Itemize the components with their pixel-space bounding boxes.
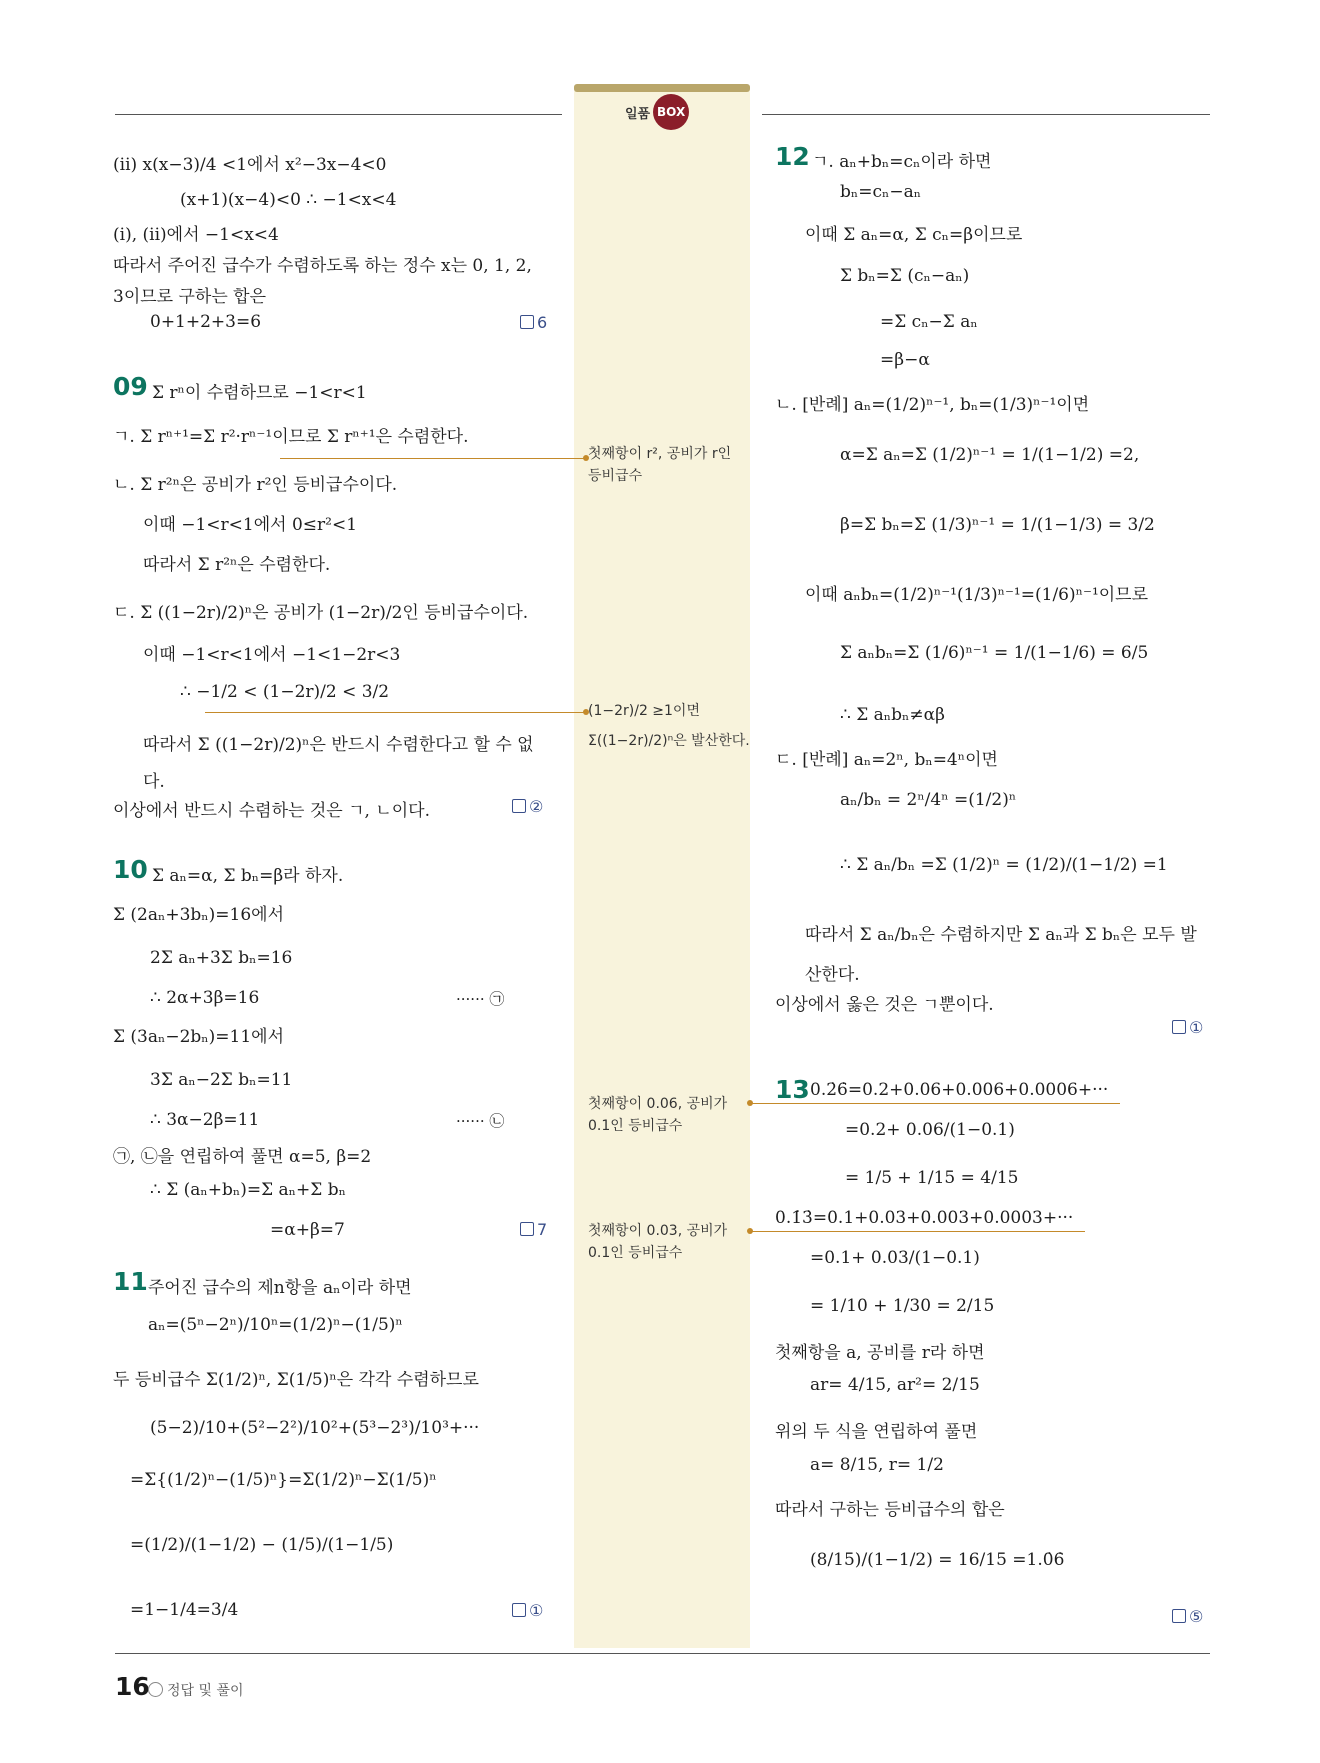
top-rule-right — [762, 114, 1210, 115]
p13-line-10: a= 8/15, r= 1/2 — [810, 1455, 944, 1475]
center-band-cap — [574, 84, 750, 92]
p09-line-10: 다. — [143, 772, 165, 792]
p13-line-2: =0.2+ 0.06/(1−0.1) — [845, 1120, 1015, 1140]
page-number: 16 — [115, 1672, 150, 1701]
answer-icon — [520, 1222, 534, 1236]
p10-line-4: ∴ 2α+3β=16 — [150, 988, 260, 1008]
p10-answer: 7 — [520, 1220, 547, 1239]
note-4: 첫째항이 0.03, 공비가 0.1인 등비급수 — [588, 1223, 728, 1261]
p08-line-3: (i), (ii)에서 −1<x<4 — [113, 225, 279, 245]
p12-line-18: 이상에서 옳은 것은 ㄱ뿐이다. — [775, 995, 994, 1015]
bottom-rule — [115, 1653, 1210, 1654]
p13-line-4: 0.1̇3̇=0.1+0.03+0.003+0.0003+··· — [775, 1208, 1074, 1228]
p10-number: 10 — [113, 855, 148, 884]
p08-line-2: (x+1)(x−4)<0 ∴ −1<x<4 — [180, 190, 397, 210]
p12-line-1: ㄱ. aₙ+bₙ=cₙ이라 하면 — [812, 152, 992, 172]
p13-line-8: ar= 4/15, ar²= 2/15 — [810, 1375, 980, 1395]
p13-line-11: 따라서 구하는 등비급수의 합은 — [775, 1500, 1005, 1520]
p13-line-6: = 1/10 + 1/30 = 2/15 — [810, 1296, 995, 1316]
brand-badge — [625, 94, 689, 130]
p10-tag-2: ······ ㉡ — [456, 1112, 505, 1130]
p12-line-14: aₙ/bₙ = 2ⁿ/4ⁿ =(1/2)ⁿ — [840, 790, 1017, 810]
p12-line-5: =Σ cₙ−Σ aₙ — [880, 312, 978, 332]
p12-line-9: β=Σ bₙ=Σ (1/3)ⁿ⁻¹ = 1/(1−1/3) = 3/2 — [840, 515, 1155, 535]
p09-line-5: 따라서 Σ r²ⁿ은 수렴한다. — [143, 555, 331, 575]
p10-line-10: =α+β=7 — [270, 1220, 345, 1240]
p12-line-15: ∴ Σ aₙ/bₙ =Σ (1/2)ⁿ = (1/2)/(1−1/2) =1 — [840, 855, 1168, 875]
brand-text: 일품 — [625, 106, 651, 122]
p09-line-3: ㄴ. Σ r²ⁿ은 공비가 r²인 등비급수이다. — [113, 475, 398, 495]
circle-icon — [148, 1682, 163, 1697]
answer-icon — [1172, 1020, 1186, 1034]
p09-line-6: ㄷ. Σ ((1−2r)/2)ⁿ은 공비가 (1−2r)/2인 등비급수이다. — [113, 603, 529, 623]
p12-number: 12 — [775, 142, 810, 171]
p12-line-16: 따라서 Σ aₙ/bₙ은 수렴하지만 Σ aₙ과 Σ bₙ은 모두 발 — [805, 925, 1197, 945]
p12-line-12: ∴ Σ aₙbₙ≠αβ — [840, 705, 945, 725]
p09-answer: ② — [512, 797, 543, 816]
p12-answer: ① — [1172, 1018, 1203, 1037]
p10-line-2: Σ (2aₙ+3bₙ)=16에서 — [113, 905, 285, 925]
p08-line-6: 0+1+2+3=6 — [150, 312, 262, 332]
p11-line-4: (5−2)/10+(5²−2²)/10²+(5³−2³)/10³+··· — [150, 1418, 480, 1438]
answer-icon — [1172, 1609, 1186, 1623]
p13-line-5: =0.1+ 0.03/(1−0.1) — [810, 1248, 980, 1268]
footer-label: 정답 및 풀이 — [148, 1680, 244, 1700]
p10-line-7: ∴ 3α−2β=11 — [150, 1110, 260, 1130]
note1-leader — [280, 458, 586, 459]
p13-number: 13 — [775, 1075, 810, 1104]
p13-line-9: 위의 두 식을 연립하여 풀면 — [775, 1422, 978, 1442]
p12-line-8: α=Σ aₙ=Σ (1/2)ⁿ⁻¹ = 1/(1−1/2) =2, — [840, 445, 1140, 465]
p13-line-12: (8/15)/(1−1/2) = 16/15 =1.0̇6̇ — [810, 1550, 1065, 1570]
p12-line-10: 이때 aₙbₙ=(1/2)ⁿ⁻¹(1/3)ⁿ⁻¹=(1/6)ⁿ⁻¹이므로 — [805, 585, 1149, 605]
p10-line-8: ㉠, ㉡을 연립하여 풀면 α=5, β=2 — [113, 1147, 372, 1167]
note4-leader — [750, 1231, 1085, 1232]
p09-line-1: Σ rⁿ이 수렴하므로 −1<r<1 — [152, 383, 367, 403]
p09-line-11: 이상에서 반드시 수렴하는 것은 ㄱ, ㄴ이다. — [113, 801, 431, 821]
p09-number: 09 — [113, 372, 148, 401]
top-rule-left — [115, 114, 562, 115]
p09-line-7: 이때 −1<r<1에서 −1<1−2r<3 — [143, 645, 401, 665]
p10-line-3: 2Σ aₙ+3Σ bₙ=16 — [150, 948, 293, 968]
p11-line-7: =1−1/4=3/4 — [130, 1600, 239, 1620]
p11-answer: ① — [512, 1601, 543, 1620]
p12-line-7: ㄴ. [반례] aₙ=(1/2)ⁿ⁻¹, bₙ=(1/3)ⁿ⁻¹이면 — [775, 395, 1090, 415]
p08-line-4: 따라서 주어진 급수가 수렴하도록 하는 정수 x는 0, 1, 2, — [113, 256, 532, 276]
p11-number: 11 — [113, 1267, 148, 1296]
p09-line-2: ㄱ. Σ rⁿ⁺¹=Σ r²·rⁿ⁻¹이므로 Σ rⁿ⁺¹은 수렴한다. — [113, 427, 469, 447]
note-1: 첫째항이 r², 공비가 r인 등비급수 — [588, 446, 732, 484]
answer-icon — [520, 315, 534, 329]
p10-line-1: Σ aₙ=α, Σ bₙ=β라 하자. — [152, 866, 344, 886]
p11-line-6: =(1/2)/(1−1/2) − (1/5)/(1−1/5) — [130, 1535, 394, 1555]
p11-line-5: =Σ{(1/2)ⁿ−(1/5)ⁿ}=Σ(1/2)ⁿ−Σ(1/5)ⁿ — [130, 1470, 437, 1490]
note-2: (1−2r)/2 ≥1이면 Σ((1−2r)/2)ⁿ은 발산한다. — [588, 703, 750, 749]
p08-line-5: 3이므로 구하는 합은 — [113, 287, 266, 307]
p10-line-9: ∴ Σ (aₙ+bₙ)=Σ aₙ+Σ bₙ — [150, 1180, 346, 1200]
p10-line-5: Σ (3aₙ−2bₙ)=11에서 — [113, 1027, 285, 1047]
p13-line-7: 첫째항을 a, 공비를 r라 하면 — [775, 1343, 985, 1363]
p11-line-3: 두 등비급수 Σ(1/2)ⁿ, Σ(1/5)ⁿ은 각각 수렴하므로 — [113, 1370, 479, 1390]
p09-line-4: 이때 −1<r<1에서 0≤r²<1 — [143, 515, 358, 535]
p12-line-4: Σ bₙ=Σ (cₙ−aₙ) — [840, 266, 970, 286]
note-3: 첫째항이 0.06, 공비가 0.1인 등비급수 — [588, 1096, 728, 1134]
p12-line-3: 이때 Σ aₙ=α, Σ cₙ=β이므로 — [805, 225, 1023, 245]
p13-answer: ⑤ — [1172, 1607, 1203, 1626]
p09-line-8: ∴ −1/2 < (1−2r)/2 < 3/2 — [180, 682, 390, 702]
p08-answer: 6 — [520, 313, 547, 332]
answer-icon — [512, 1603, 526, 1617]
p08-line-1: (ii) x(x−3)/4 <1에서 x²−3x−4<0 — [113, 155, 387, 175]
p12-line-13: ㄷ. [반례] aₙ=2ⁿ, bₙ=4ⁿ이면 — [775, 750, 998, 770]
p12-line-2: bₙ=cₙ−aₙ — [840, 182, 922, 202]
p11-line-2: aₙ=(5ⁿ−2ⁿ)/10ⁿ=(1/2)ⁿ−(1/5)ⁿ — [148, 1315, 403, 1335]
p13-line-3: = 1/5 + 1/15 = 4/15 — [845, 1168, 1019, 1188]
note2-leader — [205, 712, 588, 713]
p12-line-6: =β−α — [880, 350, 930, 370]
p12-line-11: Σ aₙbₙ=Σ (1/6)ⁿ⁻¹ = 1/(1−1/6) = 6/5 — [840, 643, 1149, 663]
brand-box-logo: BOX — [653, 94, 689, 130]
center-margin-band — [574, 86, 750, 1648]
p10-line-6: 3Σ aₙ−2Σ bₙ=11 — [150, 1070, 293, 1090]
p12-line-17: 산한다. — [805, 965, 860, 985]
p13-line-1: 0.2̇6̇=0.2+0.06+0.006+0.0006+··· — [810, 1080, 1109, 1100]
p10-tag-1: ······ ㉠ — [456, 990, 505, 1008]
p09-line-9: 따라서 Σ ((1−2r)/2)ⁿ은 반드시 수렴한다고 할 수 없 — [143, 735, 534, 755]
answer-icon — [512, 799, 526, 813]
p11-line-1: 주어진 급수의 제n항을 aₙ이라 하면 — [148, 1278, 412, 1298]
